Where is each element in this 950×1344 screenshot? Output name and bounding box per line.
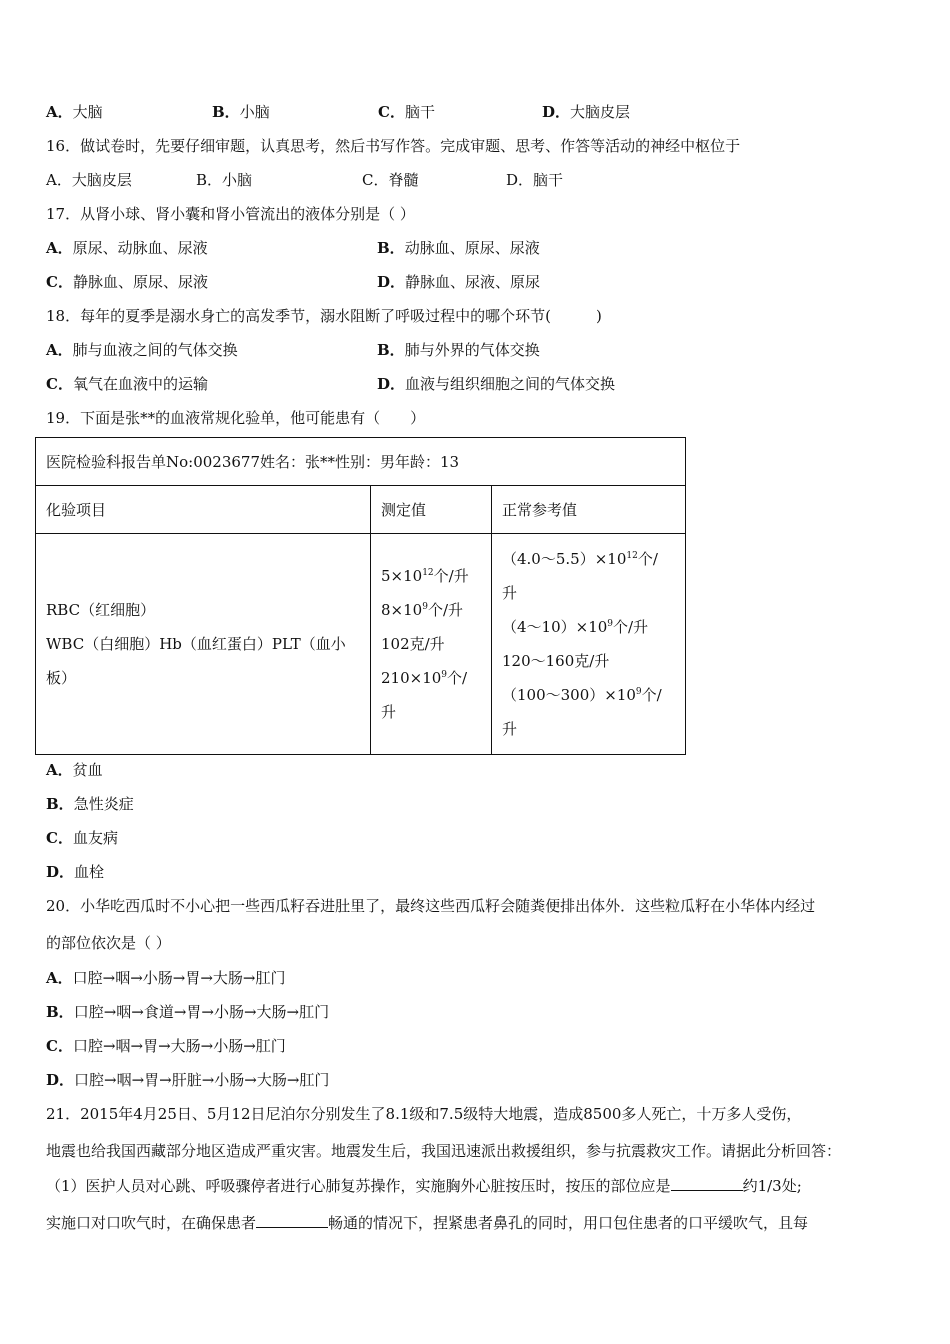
q18-option-a: A．肺与血液之间的气体交换: [46, 341, 238, 359]
item-line: WBC（白细胞）Hb（血红蛋白）PLT（血小: [46, 635, 346, 653]
item-line: 板）: [46, 669, 77, 687]
q18-option-b: B．肺与外界的气体交换: [377, 341, 540, 359]
answer-blank-2[interactable]: [256, 1213, 328, 1228]
reference-cell: [492, 534, 686, 755]
q21-line1: 21．2015年4月25日、5月12日尼泊尔分别发生了8.1级和7.5级特大地震，造成8500多人死亡，十万多人受伤，: [46, 1105, 802, 1123]
measured-hb: 102克/升: [381, 635, 445, 653]
header-measured: 测定值: [371, 486, 492, 534]
q17-option-a: A．原尿、动脉血、尿液: [46, 239, 208, 257]
blood-report-table: [35, 437, 686, 755]
q20-option-d: D．口腔→咽→胃→肝脏→小肠→大肠→肛门: [46, 1071, 330, 1089]
q20-option-a: A．口腔→咽→小肠→胃→大肠→肛门: [46, 969, 286, 987]
q15-option-d: D．大脑皮层: [542, 103, 631, 121]
q21-line3: （1）医护人员对心跳、呼吸骤停者进行心肺复苏操作，实施胸外心脏按压时，按压的部位应是 约1/3处;: [46, 1177, 802, 1195]
item-cell: [36, 534, 371, 755]
q21-line4: 实施口对口吹气时，在确保患者 畅通的情况下，捏紧患者鼻孔的同时，用口包住患者的口平缓吹气，且每: [46, 1214, 809, 1232]
q20-option-b: B．口腔→咽→食道→胃→小肠→大肠→肛门: [46, 1003, 330, 1021]
q17-option-c: C．静脉血、原尿、尿液: [46, 273, 208, 291]
measured-wbc: $8\times 10^9$个/升: [381, 601, 463, 619]
measured-rbc: $5\times 10^{12}$个/升: [381, 567, 469, 585]
q16-option-a: A．大脑皮层: [46, 171, 132, 189]
measured-plt-unit: 升: [381, 703, 397, 721]
q18-stem: 18．每年的夏季是溺水身亡的高发季节，溺水阻断了呼吸过程中的哪个环节( ): [46, 307, 602, 325]
reference-plt-unit: 升: [502, 720, 518, 738]
q16-option-b: B．小脑: [196, 171, 253, 189]
answer-blank-1[interactable]: [671, 1176, 743, 1191]
q21-line2: 地震也给我国西藏部分地区造成严重灾害。地震发生后，我国迅速派出救援组织，参与抗震救灾工作。请据此分析回答：: [46, 1142, 842, 1160]
q19-stem: 19．下面是张**的血液常规化验单，他可能患有（ ）: [46, 409, 426, 427]
q18-option-d: D．血液与组织细胞之间的气体交换: [377, 375, 616, 393]
q19-option-c: C．血友病: [46, 829, 118, 847]
measured-plt: $210\times 10^9$个/: [381, 669, 468, 687]
q19-option-b: B．急性炎症: [46, 795, 134, 813]
reference-wbc: $(4\sim 10)\times 10^9$个/升: [502, 618, 649, 636]
q16-option-c: C．脊髓: [362, 171, 419, 189]
q16-option-d: D．脑干: [506, 171, 564, 189]
q15-option-c: C．脑干: [378, 103, 435, 121]
q20-stem-line2: 的部位依次是（ ）: [46, 934, 171, 952]
q15-option-b: B．小脑: [212, 103, 270, 121]
reference-hb: 120～160克/升: [502, 652, 610, 670]
header-item: 化验项目: [36, 486, 371, 534]
q17-option-d: D．静脉血、尿液、原尿: [377, 273, 541, 291]
q17-stem: 17．从肾小球、肾小囊和肾小管流出的液体分别是（ ）: [46, 205, 415, 223]
reference-plt: $(100\sim 300)\times 10^9$个/: [502, 686, 662, 704]
q16-stem: 16．做试卷时，先要仔细审题，认真思考，然后书写作答。完成审题、思考、作答等活动的神经中枢位于: [46, 137, 741, 155]
header-reference: 正常参考值: [492, 486, 686, 534]
q18-option-c: C．氧气在血液中的运输: [46, 375, 208, 393]
q19-option-a: A．贫血: [46, 761, 103, 779]
item-line: RBC（红细胞）: [46, 601, 156, 619]
report-title: 医院检验科报告单No:0023677姓名：张**性别：男年龄：13: [36, 438, 686, 486]
measured-cell: [371, 534, 492, 755]
q20-option-c: C．口腔→咽→胃→大肠→小肠→肛门: [46, 1037, 286, 1055]
q17-option-b: B．动脉血、原尿、尿液: [377, 239, 540, 257]
q15-option-a: A．大脑: [46, 103, 103, 121]
reference-rbc-unit: 升: [502, 584, 518, 602]
reference-rbc: $(4.0\sim 5.5)\times 10^{12}$个/: [502, 550, 658, 568]
q20-stem-line1: 20．小华吃西瓜时不小心把一些西瓜籽吞进肚里了，最终这些西瓜籽会随粪便排出体外．这些粒瓜籽在小华体内经过: [46, 897, 816, 915]
q19-option-d: D．血栓: [46, 863, 105, 881]
